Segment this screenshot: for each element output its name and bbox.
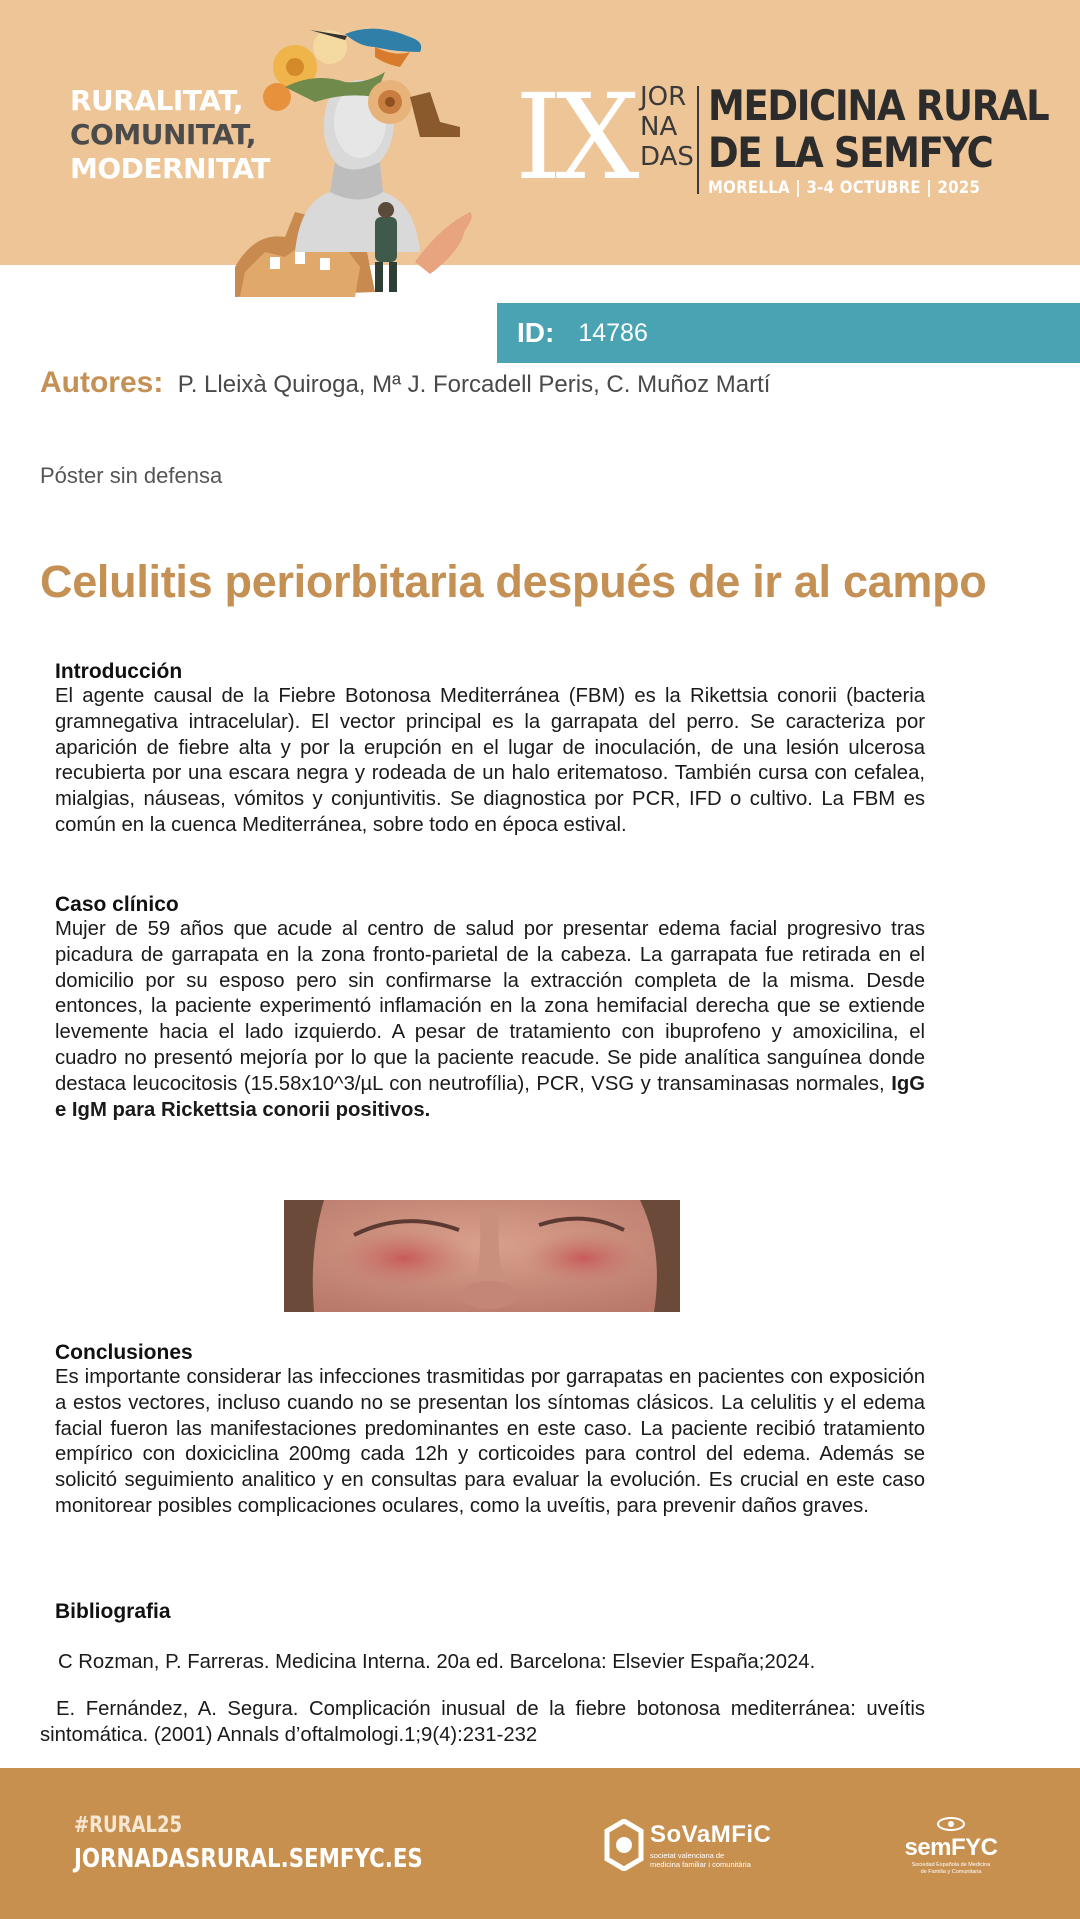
bibliography-item: E. Fernández, A. Segura. Complicación inusual de la fiebre botonosa mediterránea: uveítis sintomática. (2001) Annals d’oftalmologi.1;9(4):231-232 <box>40 1698 925 1746</box>
authors-value: P. Lleixà Quiroga, Mª J. Forcadell Peris, C. Muñoz Martí <box>177 371 771 398</box>
conclusions-section <box>55 1340 925 1520</box>
header-divider <box>697 86 699 194</box>
authors <box>40 366 770 400</box>
jornadas-label: JOR NA DAS <box>640 82 694 172</box>
edition-numeral: IX <box>515 68 634 206</box>
case-body: Mujer de 59 años que acude al centro de salud por presentar edema facial progresivo tras picadura de garrapata en la zona fronto-parietal de la cabeza. La garrapata fue retirada en el domicilio por su esposo pero sin confirmarse la extracción completa de la misma. Desde entonces, la paciente experimentó inflamación en la zona hemifacial derecha que se extiende levemente hacia el lado izquierdo. A pesar de tratamiento con ibuprofeno y amoxicilina, el cuadro no presentó mejoría por lo que la paciente reacude. Se pide analítica sanguínea donde destaca leucocitosis (15.58x10^3/µL con neutrofília), PCR, VSG y transaminasas normales, IgG e IgM para Rickettsia conorii positivos. <box>55 918 925 1121</box>
poster-title: Celulitis periorbitaria después de ir al campo <box>40 556 987 607</box>
semfyc-emblem-icon <box>936 1816 966 1832</box>
slogan-line-3: MODERNITAT <box>70 152 270 185</box>
slogan-line-2: COMUNITAT, <box>70 118 256 151</box>
id-bar <box>497 303 1080 363</box>
bibliography-heading: Bibliografia <box>55 1600 171 1623</box>
bust-collage-illustration <box>225 12 490 307</box>
case-section <box>55 892 925 1123</box>
bibliography-item: C Rozman, P. Farreras. Medicina Interna. 20a ed. Barcelona: Elsevier España;2024. <box>58 1651 816 1673</box>
poster-type: Póster sin defensa <box>40 463 223 488</box>
authors-label: Autores: <box>40 366 164 399</box>
semfyc-logo: semFYC Sociedad Española de Medicina de Familia y Comunitaria <box>896 1816 1006 1876</box>
bibliography-section <box>55 1599 925 1624</box>
sovamfic-emblem-icon <box>604 1819 644 1871</box>
header-banner <box>0 0 1080 265</box>
hashtag: #RURAL25 <box>74 1813 183 1838</box>
footer-banner <box>0 1768 1080 1919</box>
id-label: ID: <box>517 317 555 348</box>
id-value: 14786 <box>578 318 648 347</box>
introduction-heading: Introducción <box>55 660 183 683</box>
conference-title: MEDICINA RURAL DE LA SEMFYC <box>708 81 1049 177</box>
case-heading: Caso clínico <box>55 893 179 916</box>
conclusions-body: Es importante considerar las infecciones trasmitidas por garrapatas en pacientes con exposición a estos vectores, incluso cuando no se presentan los síntomas clásicos. La celulitis y el edema facial fueron las manifestaciones predominantes en este caso. La paciente recibió tratamiento empírico con doxiciclina 200mg cada 12h y corticoides para control del edema. Además se solicitó seguimiento analitico y en consultas para evaluar la evolución. Es crucial en este caso monitorear posibles complicaciones oculares, como la uveítis, para prevenir daños graves. <box>55 1366 925 1517</box>
website-link[interactable]: JORNADASRURAL.SEMFYC.ES <box>74 1844 423 1874</box>
sovamfic-logo: SoVaMFiC societat valenciana de medicina familiar i comunitària <box>604 1819 774 1873</box>
slogan-line-1: RURALITAT, <box>70 84 243 117</box>
patient-face-photo <box>284 1200 680 1312</box>
conference-subtitle: MORELLA | 3-4 OCTUBRE | 2025 <box>708 178 981 198</box>
conclusions-heading: Conclusiones <box>55 1341 193 1364</box>
introduction-body: El agente causal de la Fiebre Botonosa Mediterránea (FBM) es la Rikettsia conorii (bacteria gramnegativa intracelular). El vector principal es la garrapata del perro. Se caracteriza por aparición de fiebre alta y por la erupción en el lugar de inoculación, de una lesión ulcerosa recubierta por una escara negra y rodeada de un halo eritematoso. También cursa con cefalea, mialgias, náuseas, vómitos y conjuntivitis. Se diagnostica por PCR, IFD o cultivo. La FBM es común en la cuenca Mediterránea, sobre todo en época estival. <box>55 685 925 836</box>
case-body-highlight: IgG e IgM para Rickettsia conorii positivos. <box>55 1072 925 1121</box>
introduction-section <box>55 659 925 839</box>
